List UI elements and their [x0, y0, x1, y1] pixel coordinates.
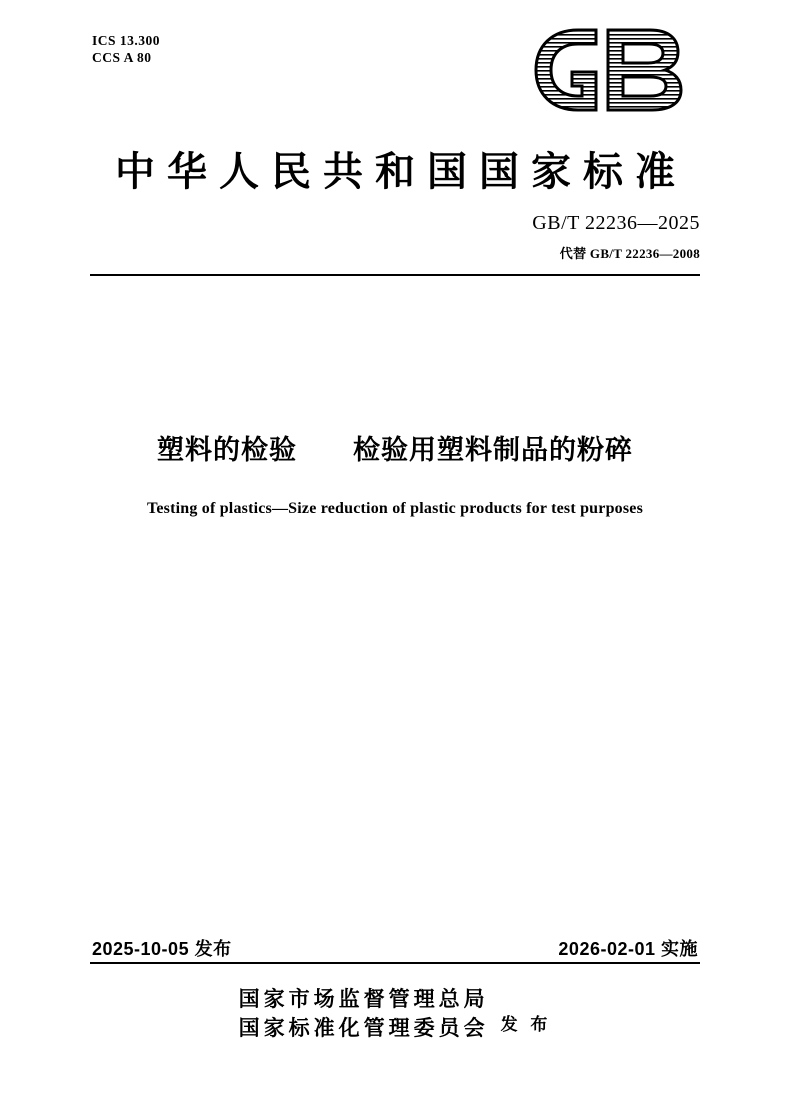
- divider-top: [90, 274, 700, 276]
- issuer-block: [0, 985, 790, 1043]
- ics-code: ICS 13.300: [92, 33, 161, 48]
- classification-block: [92, 32, 160, 66]
- issuer-publish-label: 发 布: [500, 1014, 552, 1034]
- effective-date: 2026-02-01 实施: [558, 939, 698, 959]
- ccs-code: CCS A 80: [92, 50, 152, 65]
- issuer-names: [239, 985, 489, 1043]
- standard-number: GB/T 22236—2025: [532, 212, 700, 234]
- standard-replaces: 代替 GB/T 22236—2008: [559, 246, 700, 261]
- national-standard-title: 中华人民共和国国家标准: [115, 150, 687, 194]
- document-title-english: Testing of plastics—Size reduction of plastic products for test purposes: [146, 500, 644, 517]
- issuer-line-2: 国家标准化管理委员会: [238, 1017, 489, 1040]
- issue-date: 2025-10-05 发布: [92, 939, 232, 959]
- issuer-line-1: 国家市场监督管理总局: [238, 988, 489, 1011]
- divider-bottom: [90, 962, 700, 964]
- gb-logo: [530, 26, 700, 114]
- document-title-chinese: 塑料的检验 检验用塑料制品的粉碎: [157, 435, 633, 465]
